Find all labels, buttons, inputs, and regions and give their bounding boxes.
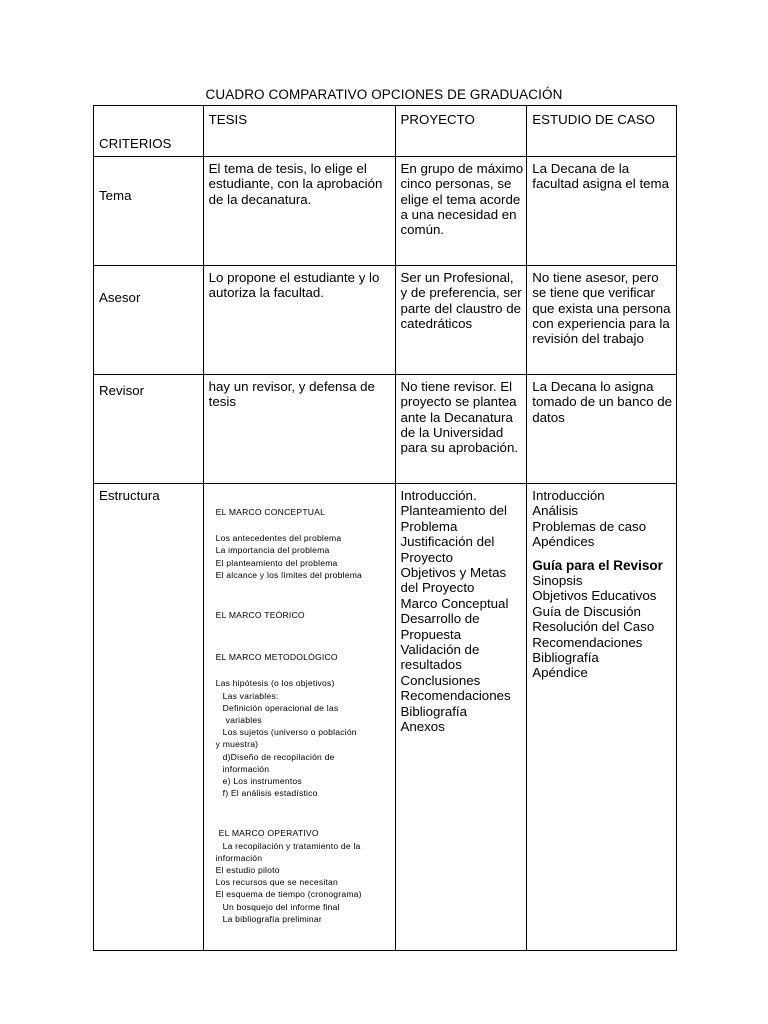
table-row: [94, 157, 677, 266]
header-proyecto: PROYECTO: [395, 106, 527, 157]
marco-teorico-heading: EL MARCO TEÓRICO: [215, 610, 305, 621]
cell-revisor-tesis: hay un revisor, y defensa de tesis: [203, 375, 395, 484]
list-item: Marco Conceptual: [400, 595, 509, 611]
proyecto-structure-list: [401, 488, 524, 735]
list-item: Un bosquejo del informe final: [222, 901, 340, 912]
header-tesis: TESIS: [203, 106, 395, 157]
cell-asesor-tesis: Lo propone el estudiante y lo autoriza la facultad.: [203, 266, 395, 375]
row-label-asesor: Asesor: [94, 266, 204, 375]
marco-metodologico-heading: EL MARCO METODOLÓGICO: [215, 652, 338, 663]
tesis-structure: [209, 506, 392, 925]
list-item: Introducción: [532, 488, 605, 503]
metodologico-list: [209, 677, 392, 799]
estudio-intro-list: [532, 488, 673, 550]
list-item: Sinopsis: [532, 572, 583, 588]
list-item: Conclusiones: [400, 672, 481, 688]
list-item: Introducción.: [400, 488, 477, 503]
list-item: d)Diseño de recopilación de: [222, 751, 335, 762]
list-item: Recomendaciones: [400, 688, 511, 704]
cell-estructura-estudio: [527, 484, 677, 951]
list-item: El estudio piloto: [215, 865, 280, 876]
cell-revisor-estudio: La Decana lo asigna tomado de un banco de datos: [527, 375, 677, 484]
list-item: El alcance y los límites del problema: [215, 569, 363, 580]
list-item: Desarrollo de Propuesta: [400, 611, 480, 642]
header-row: [94, 106, 677, 157]
list-item: Los antecedentes del problema: [215, 533, 342, 544]
list-item: La importancia del problema: [215, 545, 330, 556]
cell-tema-tesis: El tema de tesis, lo elige el estudiante, con la aprobación de la decanatura.: [203, 157, 395, 266]
list-item: Planteamiento del Problema: [400, 503, 507, 534]
cell-estructura-tesis: [203, 484, 395, 951]
cell-tema-estudio: La Decana de la facultad asigna el tema: [527, 157, 677, 266]
cell-asesor-proyecto: Ser un Profesional, y de preferencia, ser parte del claustro de catedráticos: [395, 266, 527, 375]
list-item: Objetivos y Metas del Proyecto: [400, 565, 507, 596]
table-row: [94, 266, 677, 375]
table-row: [94, 484, 677, 951]
list-item: El esquema de tiempo (cronograma): [215, 889, 362, 900]
marco-conceptual-heading: EL MARCO CONCEPTUAL: [215, 507, 326, 517]
header-criterios: CRITERIOS: [94, 106, 204, 157]
list-item: Anexos: [400, 719, 445, 735]
list-item: La bibliografía preliminar: [222, 913, 322, 924]
list-item: Justificación del Proyecto: [400, 534, 495, 565]
list-item: Los sujetos (universo o población: [222, 727, 357, 738]
list-item: Apéndices: [532, 534, 595, 550]
estudio-guia-list: [532, 573, 673, 681]
list-item: Validación de resultados: [400, 642, 480, 673]
cell-revisor-proyecto: No tiene revisor. El proyecto se plantea ante la Decanatura de la Universidad para su aprobación.: [395, 375, 527, 484]
list-item: información: [222, 763, 270, 774]
list-item: Problemas de caso: [532, 518, 647, 534]
list-item: Apéndice: [532, 665, 588, 681]
list-item: información: [215, 852, 263, 863]
list-item: Definición operacional de las: [222, 702, 339, 713]
marco-operativo-heading: EL MARCO OPERATIVO: [218, 828, 319, 839]
guia-revisor-heading: Guía para el Revisor: [532, 557, 663, 573]
cell-estructura-proyecto: [395, 484, 527, 951]
list-item: y muestra): [215, 739, 259, 750]
row-label-revisor: Revisor: [94, 375, 204, 484]
table-row: [94, 375, 677, 484]
list-item: Los recursos que se necesitan: [215, 877, 339, 888]
operativo-list: [209, 840, 392, 925]
list-item: Objetivos Educativos: [532, 588, 657, 604]
list-item: Guía de Discusión: [532, 603, 641, 619]
header-estudio-de-caso: ESTUDIO DE CASO: [527, 106, 677, 157]
row-label-tema: Tema: [94, 157, 204, 266]
conceptual-list: [209, 532, 392, 581]
list-item: El planteamiento del problema: [215, 557, 338, 568]
list-item: f) El análisis estadístico: [222, 788, 318, 799]
list-item: e) Los instrumentos: [222, 776, 302, 787]
list-item: Las hipótesis (o los objetivos): [215, 678, 335, 689]
list-item: Análisis: [532, 503, 579, 519]
list-item: Bibliografía: [532, 649, 599, 665]
document-title: CUADRO COMPARATIVO OPCIONES DE GRADUACIÓN: [205, 87, 563, 102]
list-item: variables: [225, 715, 262, 726]
comparison-table: [93, 105, 677, 951]
list-item: Bibliografía: [400, 703, 468, 719]
list-item: La recopilación y tratamiento de la: [222, 840, 361, 851]
row-label-estructura: Estructura: [94, 484, 204, 951]
cell-asesor-estudio: No tiene asesor, pero se tiene que verificar que exista una persona con experiencia para la revisión del trabajo: [527, 266, 677, 375]
list-item: Las variables:: [222, 690, 279, 701]
list-item: Recomendaciones: [532, 634, 643, 650]
list-item: Resolución del Caso: [532, 619, 655, 635]
cell-tema-proyecto: En grupo de máximo cinco personas, se elige el tema acorde a una necesidad en común.: [395, 157, 527, 266]
